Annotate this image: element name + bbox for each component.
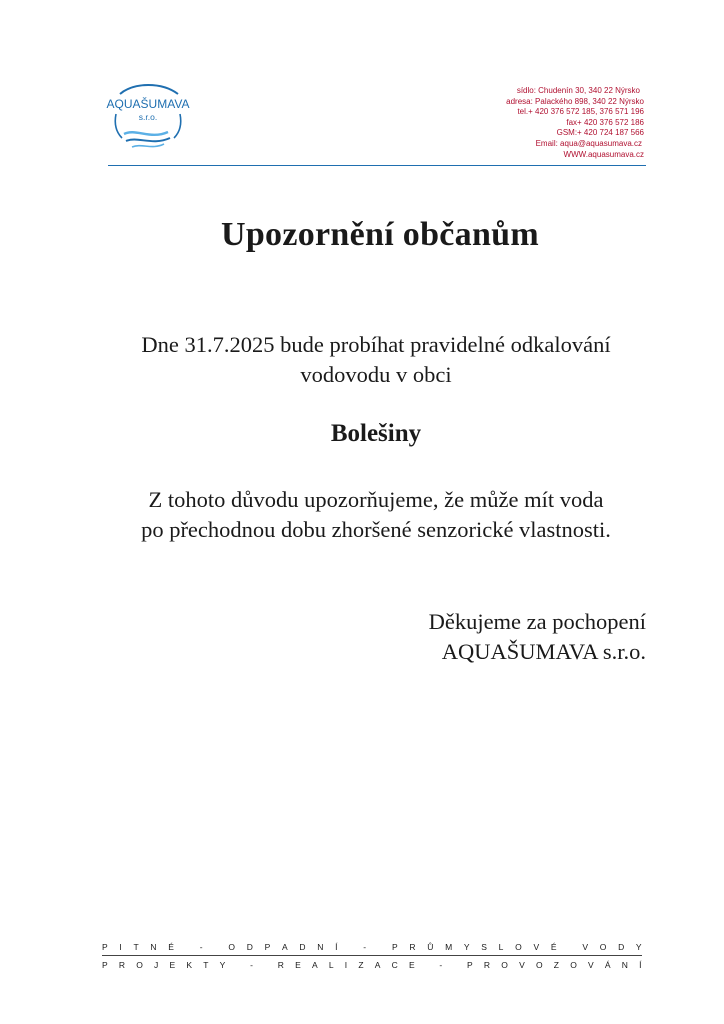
footer-letter: V xyxy=(519,960,525,970)
footer-letter: T xyxy=(203,960,209,970)
footer-letter: Y xyxy=(463,942,470,952)
footer-letter: Ů xyxy=(427,942,434,952)
contact-address: adresa: Palackého 898, 340 22 Nýrsko xyxy=(506,96,644,106)
footer-letter: S xyxy=(481,942,487,952)
logo-wordmark: AQUAŠUMAVA xyxy=(106,97,190,111)
notice-paragraph-2 xyxy=(100,485,652,545)
footer-letter xyxy=(186,942,188,952)
footer-letter xyxy=(378,942,380,952)
footer-letter: R xyxy=(118,960,126,970)
paragraph-1-line-2: vodovodu v obci xyxy=(300,362,452,387)
contact-seat: sídlo: Chudenín 30, 340 22 Nýrsko xyxy=(516,86,640,95)
contact-email: Email: aqua@aquasumava.cz xyxy=(535,138,642,148)
company-logo xyxy=(100,80,196,152)
footer-letter: V xyxy=(533,942,540,952)
footer-letter: N xyxy=(317,942,324,952)
footer-letter: - xyxy=(363,942,367,952)
notice-paragraph-1 xyxy=(100,330,652,390)
header-divider xyxy=(108,165,646,166)
contact-website: WWW.aquasumava.cz xyxy=(563,149,644,159)
footer-letter: C xyxy=(391,960,398,970)
contact-fax: fax+ 420 376 572 186 xyxy=(566,117,644,127)
footer-letter xyxy=(214,942,216,952)
footer-letter: R xyxy=(409,942,416,952)
footer-letter: I xyxy=(119,942,122,952)
notice-title: Upozornění občanům xyxy=(220,216,540,253)
footer-letter: É xyxy=(550,942,557,952)
footer-letter: E xyxy=(295,960,301,970)
footer-letter: P xyxy=(467,960,473,970)
footer-letter: Á xyxy=(604,960,611,970)
logo-suffix: s.r.o. xyxy=(138,112,158,122)
footer-letter: P xyxy=(264,942,271,952)
footer-letter: Í xyxy=(639,960,642,970)
footer-letter: Z xyxy=(553,960,559,970)
footer-line-1 xyxy=(102,942,642,952)
footer-letter: N xyxy=(621,960,628,970)
footer-letter: D xyxy=(618,942,625,952)
town-name: Bolešiny xyxy=(330,420,422,447)
footer-letter: L xyxy=(498,942,504,952)
footer-letter: - xyxy=(199,942,203,952)
footer-letter xyxy=(349,942,351,952)
footer-letter: V xyxy=(582,942,588,952)
footer-letter: A xyxy=(282,942,288,952)
footer-letter xyxy=(264,960,266,970)
footer-letter: Í xyxy=(335,942,338,952)
aquasumava-logo-icon xyxy=(100,80,196,152)
footer-letter: P xyxy=(102,942,108,952)
footer-letter: E xyxy=(408,960,415,970)
signoff-thanks: Děkujeme za pochopení xyxy=(428,609,646,634)
footer-letter: Y xyxy=(635,942,642,952)
footer-letter: T xyxy=(133,942,139,952)
contact-gsm: GSM:+ 420 724 187 566 xyxy=(556,128,644,138)
footer-letter xyxy=(568,942,570,952)
footer-letter xyxy=(453,960,455,970)
footer-letter: A xyxy=(311,960,318,970)
footer-letter: Y xyxy=(219,960,226,970)
footer-letter: J xyxy=(154,960,159,970)
signoff xyxy=(429,607,646,667)
paragraph-2-line-1: Z tohoto důvodu upozorňujeme, že může mít voda xyxy=(148,487,604,512)
footer-divider xyxy=(102,955,642,956)
footer-letter: M xyxy=(445,942,453,952)
footer-letter: - xyxy=(439,960,443,970)
footer-letter: O xyxy=(136,960,143,970)
footer-letter: O xyxy=(501,960,508,970)
footer-letter: O xyxy=(535,960,543,970)
footer-letter: O xyxy=(599,942,607,952)
footer-letter: P xyxy=(102,960,108,970)
footer-letter: N xyxy=(150,942,157,952)
contact-block xyxy=(424,86,644,160)
footer-letter xyxy=(426,960,428,970)
footer-letter: V xyxy=(588,960,594,970)
paragraph-2-line-2: po přechodnou dobu zhoršené senzorické vlastnosti. xyxy=(141,517,611,542)
footer-letter xyxy=(237,960,239,970)
footer-letter: L xyxy=(328,960,334,970)
footer-letter: K xyxy=(186,960,193,970)
footer-letter: R xyxy=(277,960,284,970)
footer-letter: O xyxy=(570,960,577,970)
footer-letter: D xyxy=(246,942,253,952)
paragraph-1-line-1: Dne 31.7.2025 bude probíhat pravidelné odkalování xyxy=(141,332,611,357)
contact-phone: tel.+ 420 376 572 185, 376 571 196 xyxy=(517,107,644,117)
footer-letter: O xyxy=(228,942,236,952)
footer-letter: R xyxy=(483,960,491,970)
footer-letter: A xyxy=(374,960,381,970)
signoff-company: AQUAŠUMAVA s.r.o. xyxy=(441,639,646,664)
footer-letter: D xyxy=(299,942,306,952)
footer-letter: I xyxy=(344,960,348,970)
footer-letter: É xyxy=(168,942,174,952)
footer-line-2 xyxy=(102,960,642,970)
footer-letter: Z xyxy=(358,960,364,970)
footer-letter: - xyxy=(250,960,253,970)
footer-letter: O xyxy=(515,942,522,952)
footer-letter: E xyxy=(169,960,176,970)
footer-letter: P xyxy=(391,942,398,952)
